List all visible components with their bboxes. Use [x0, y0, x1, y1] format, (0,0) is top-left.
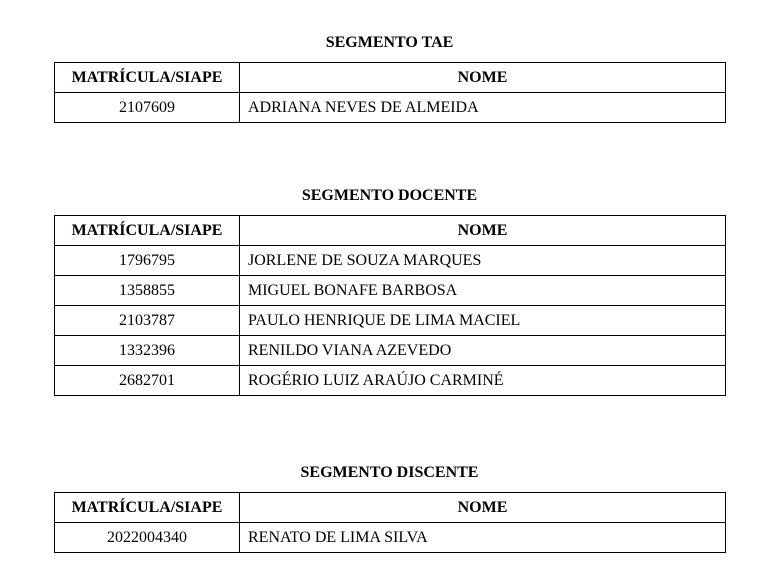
cell-nome: MIGUEL BONAFE BARBOSA	[240, 276, 726, 306]
header-matricula: MATRÍCULA/SIAPE	[55, 493, 240, 523]
table-row	[55, 246, 726, 276]
cell-nome: RENILDO VIANA AZEVEDO	[240, 336, 726, 366]
table-row	[55, 366, 726, 396]
cell-nome: PAULO HENRIQUE DE LIMA MACIEL	[240, 306, 726, 336]
table-header-row	[55, 63, 726, 93]
cell-matricula: 2107609	[55, 93, 240, 123]
segment-table	[54, 492, 726, 553]
table-header-row	[55, 493, 726, 523]
cell-matricula: 2022004340	[55, 523, 240, 553]
cell-nome: JORLENE DE SOUZA MARQUES	[240, 246, 726, 276]
table-row	[55, 276, 726, 306]
segment-title: SEGMENTO DISCENTE	[300, 464, 479, 481]
header-nome: NOME	[240, 216, 726, 246]
segment-title: SEGMENTO TAE	[325, 34, 454, 51]
cell-matricula: 1332396	[55, 336, 240, 366]
table-header-row	[55, 216, 726, 246]
header-nome: NOME	[240, 493, 726, 523]
header-matricula: MATRÍCULA/SIAPE	[55, 216, 240, 246]
cell-matricula: 2103787	[55, 306, 240, 336]
cell-nome: ADRIANA NEVES DE ALMEIDA	[240, 93, 726, 123]
table-row	[55, 306, 726, 336]
cell-matricula: 1358855	[55, 276, 240, 306]
segment-table	[54, 215, 726, 396]
segment-title: SEGMENTO DOCENTE	[301, 187, 478, 204]
header-nome: NOME	[240, 63, 726, 93]
cell-nome: RENATO DE LIMA SILVA	[240, 523, 726, 553]
cell-matricula: 2682701	[55, 366, 240, 396]
table-row	[55, 523, 726, 553]
cell-matricula: 1796795	[55, 246, 240, 276]
cell-nome: ROGÉRIO LUIZ ARAÚJO CARMINÉ	[240, 366, 726, 396]
table-row	[55, 336, 726, 366]
table-row	[55, 93, 726, 123]
header-matricula: MATRÍCULA/SIAPE	[55, 63, 240, 93]
segment-table	[54, 62, 726, 123]
